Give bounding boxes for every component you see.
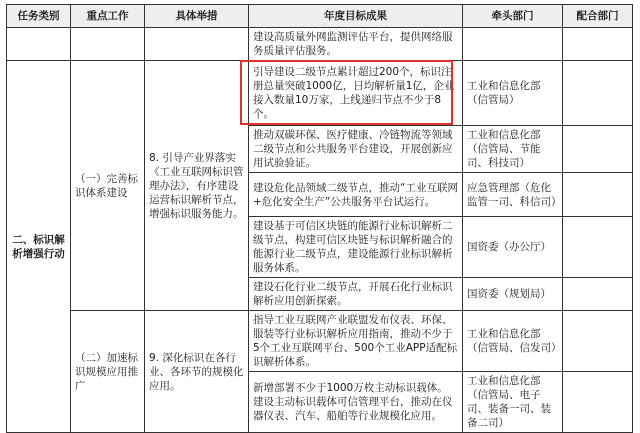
assist-cell: [563, 28, 633, 61]
assist-cell: [563, 126, 633, 173]
header-category: 任务类别: [7, 5, 71, 28]
action-plan-table: [6, 4, 633, 433]
measure-cell: 9. 深化标识在各行业、各环节的规模化应用。: [145, 311, 249, 433]
assist-cell: [563, 311, 633, 372]
target-cell: 建设危化品领域二级节点，推动“工业互联网+危化安全生产”公共服务平台试运行。: [249, 173, 463, 217]
target-cell: 新增部署不少于1000万枚主动标识载体。建设主动标识载体可信管理平台，推动在仪器仪表、汽车、船舶等行业规模化应用。: [249, 372, 463, 433]
assist-cell: [563, 173, 633, 217]
target-cell: 建设基于可信区块链的能源行业标识解析二级节点，构建可信区块链与标识解析融合的能源行业二级节点，建设能源行业标识解析服务体系。: [249, 217, 463, 278]
lead-cell: [463, 28, 563, 61]
lead-cell: 国资委（规划局）: [463, 278, 563, 311]
assist-cell: [563, 61, 633, 126]
measure-cell: 8. 引导产业界落实《工业互联网标识管理办法》，有序建设运营标识解析节点，增强标识服务能力。: [145, 61, 249, 311]
lead-cell: 工业和信息化部（信管局、电子司、装备一司、装备二司）: [463, 372, 563, 433]
target-cell: 建设石化行业二级节点，开展石化行业标识解析应用创新探索。: [249, 278, 463, 311]
target-cell: 引导建设二级节点累计超过200个，标识注册总量突破1000亿，日均解析量1亿，企业接入数量10万家，上线递归节点不少于8个。: [249, 61, 463, 126]
header-assist-department: 配合部门: [563, 5, 633, 28]
lead-cell: 工业和信息化部（信管局、信发司）: [463, 311, 563, 372]
table-header-row: [7, 5, 633, 28]
header-key-work: 重点工作: [71, 5, 145, 28]
task-category-cell: 二、标识解析增强行动: [7, 61, 71, 433]
key-work-cell: （二）加速标识规模应用推广: [71, 311, 145, 433]
header-lead-department: 牵头部门: [463, 5, 563, 28]
category-cell-top: [7, 28, 71, 61]
target-cell: 指导工业互联网产业联盟发布仪表、环保、服装等行业标识解析应用指南，推动不少于5个工业互联网平台、500个工业APP适配标识解析体系。: [249, 311, 463, 372]
lead-cell: 国资委（办公厅）: [463, 217, 563, 278]
header-annual-target: 年度目标成果: [249, 5, 463, 28]
header-measures: 具体举措: [145, 5, 249, 28]
target-cell: 建设高质量外网监测评估平台，提供网络服务质量评估服务。: [249, 28, 463, 61]
assist-cell: [563, 217, 633, 278]
lead-cell: 工业和信息化部（信管局）: [463, 61, 563, 126]
assist-cell: [563, 372, 633, 433]
key-work-cell: （一）完善标识体系建设: [71, 61, 145, 311]
work-cell-top: [71, 28, 145, 61]
table-row: [7, 28, 633, 61]
target-cell: 推动双碳环保、医疗健康、冷链物流等领域二级节点和公共服务平台建设，开展创新应用试验验证。: [249, 126, 463, 173]
table-row: [7, 311, 633, 372]
table-row: [7, 61, 633, 126]
lead-cell: 工业和信息化部（信管局、节能司、科技司）: [463, 126, 563, 173]
measure-cell-top: [145, 28, 249, 61]
assist-cell: [563, 278, 633, 311]
lead-cell: 应急管理部（危化监管一司、科信司）: [463, 173, 563, 217]
